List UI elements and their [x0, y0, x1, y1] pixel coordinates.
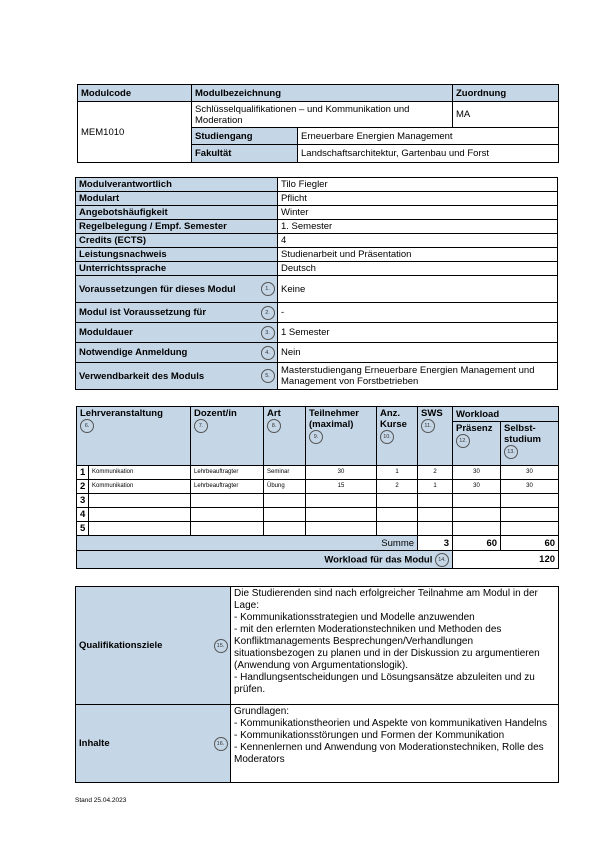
sum-label: Summe	[77, 536, 418, 551]
cell-self: 30	[501, 466, 559, 480]
cell-self: 30	[501, 480, 559, 494]
footer-date: Stand 25.04.2023	[75, 797, 127, 804]
header-label: Anz. Kurse	[380, 408, 407, 430]
info-value: Nein	[278, 343, 558, 363]
header-modulcode: Modulcode	[78, 85, 192, 102]
row-number: 5	[77, 522, 89, 536]
goals-text	[231, 587, 559, 705]
header-selbststudium	[501, 422, 559, 466]
info-value: Winter	[278, 206, 558, 220]
label-studiengang: Studiengang	[192, 128, 298, 145]
sum-self: 60	[501, 536, 559, 551]
cell-count: 2	[377, 480, 418, 494]
cell-lecturer: Lehrbeauftragter	[191, 466, 264, 480]
footnote-marker: 6.	[80, 419, 94, 433]
footnote-marker: 13.	[504, 445, 518, 459]
header-dozent	[191, 407, 264, 466]
footnote-marker: 7.	[194, 419, 208, 433]
header-sws	[418, 407, 453, 466]
workload-total: 120	[453, 551, 559, 569]
info-label: Modul ist Voraussetzung für	[76, 303, 258, 323]
info-value: Pflicht	[278, 192, 558, 206]
header-label: Art	[267, 408, 281, 419]
cell-participants: 15	[306, 480, 377, 494]
header-modulbezeichnung: Modulbezeichnung	[192, 85, 453, 102]
value-fakultaet: Landschaftsarchitektur, Gartenbau und Forst	[298, 145, 559, 163]
module-header-table	[77, 84, 559, 163]
row-number: 1	[77, 466, 89, 480]
info-label: Credits (ECTS)	[76, 234, 278, 248]
footnote-marker: 14.	[435, 553, 449, 567]
cell-type: Seminar	[264, 466, 306, 480]
info-label: Verwendbarkeit des Moduls	[76, 363, 258, 390]
cell-course: Kommunikation	[89, 466, 191, 480]
footnote-marker: 5.	[261, 369, 275, 383]
footnote-marker: 10.	[380, 430, 394, 444]
footnote-marker: 11.	[421, 419, 435, 433]
content-line: - Kommunikationsstörungen und Formen der Kommunikation	[234, 730, 505, 741]
value-studiengang: Erneuerbare Energien Management	[298, 128, 559, 145]
module-code: MEM1010	[78, 102, 192, 163]
info-value: 1. Semester	[278, 220, 558, 234]
goals-line: Die Studierenden sind nach erfolgreicher Teilnahme am Modul in der Lage:	[234, 588, 538, 611]
info-label: Voraussetzungen für dieses Modul	[76, 276, 258, 303]
header-lehrveranstaltung	[77, 407, 191, 466]
row-number: 4	[77, 508, 89, 522]
info-label: Unterrichtssprache	[76, 262, 278, 276]
sum-presence: 60	[453, 536, 501, 551]
info-label: Modulart	[76, 192, 278, 206]
footnote-marker: 8.	[267, 419, 281, 433]
info-value: Keine	[278, 276, 558, 303]
info-value: -	[278, 303, 558, 323]
info-label: Leistungsnachweis	[76, 248, 278, 262]
cell-presence: 30	[453, 466, 501, 480]
goals-line: - Handlungsentscheidungen und Lösungsansätze abzuleiten und zu prüfen.	[234, 672, 535, 695]
module-assignment: MA	[453, 102, 559, 128]
workload-label-cell	[77, 551, 453, 569]
row-number: 2	[77, 480, 89, 494]
module-name: Schlüsselqualifikationen – und Kommunikation und Moderation	[192, 102, 453, 128]
courses-table	[76, 406, 559, 569]
footnote-marker: 2.	[261, 306, 275, 320]
cell-lecturer: Lehrbeauftragter	[191, 480, 264, 494]
content-text	[231, 705, 559, 783]
cell-count: 1	[377, 466, 418, 480]
content-label: Inhalte	[76, 705, 211, 783]
cell-course: Kommunikation	[89, 480, 191, 494]
header-label: SWS	[421, 408, 443, 419]
info-value: Masterstudiengang Erneuerbare Energien Management und Management von Forstbetrieben	[278, 363, 558, 390]
info-label: Angebotshäufigkeit	[76, 206, 278, 220]
header-label: Präsenz	[456, 423, 493, 434]
content-line: - Kennenlernen und Anwendung von Moderationstechniken, Rolle des Moderators	[234, 742, 544, 765]
footnote-marker: 15.	[214, 639, 228, 653]
goals-label: Qualifikationsziele	[76, 587, 211, 705]
footnote-marker: 3.	[261, 326, 275, 340]
cell-type: Übung	[264, 480, 306, 494]
footnote-marker: 16.	[214, 737, 228, 751]
footnote-marker: 1.	[261, 282, 275, 296]
info-label: Moduldauer	[76, 323, 258, 343]
header-label: Lehrveranstaltung	[80, 408, 163, 419]
label-fakultaet: Fakultät	[192, 145, 298, 163]
goals-table	[75, 586, 559, 783]
cell-sws: 1	[418, 480, 453, 494]
info-value: 1 Semester	[278, 323, 558, 343]
header-art	[264, 407, 306, 466]
header-teilnehmer	[306, 407, 377, 466]
header-label: Teilnehmer (maximal)	[309, 408, 359, 430]
info-value: Studienarbeit und Präsentation	[278, 248, 558, 262]
info-value: Deutsch	[278, 262, 558, 276]
sum-sws: 3	[418, 536, 453, 551]
header-label: Selbst-studium	[504, 423, 541, 445]
info-value: Tilo Fiegler	[278, 178, 558, 192]
row-number: 3	[77, 494, 89, 508]
workload-label: Workload für das Modul	[324, 554, 433, 566]
info-label: Regelbelegung / Empf. Semester	[76, 220, 278, 234]
header-label: Dozent/in	[194, 408, 237, 419]
header-zuordnung: Zuordnung	[453, 85, 559, 102]
cell-presence: 30	[453, 480, 501, 494]
content-line: - Kommunikationstheorien und Aspekte von kommunikativen Handelns	[234, 718, 547, 729]
goals-line: - mit den erlernten Moderationstechniken und Methoden des Konfliktmanagements Besprechungen/Verhandlungen situationsbezogen zu planen und in der Diskussion zu argumentieren (Anwendung von Argumentationslogik).	[234, 624, 540, 671]
header-praesenz	[453, 422, 501, 466]
info-label: Modulverantwortlich	[76, 178, 278, 192]
header-kurse	[377, 407, 418, 466]
footnote-marker: 12.	[456, 434, 470, 448]
info-label: Notwendige Anmeldung	[76, 343, 258, 363]
info-value: 4	[278, 234, 558, 248]
cell-participants: 30	[306, 466, 377, 480]
header-workload: Workload	[453, 407, 559, 422]
footnote-marker: 4.	[261, 346, 275, 360]
goals-line: - Kommunikationsstrategien und Modelle anzuwenden	[234, 612, 475, 623]
content-line: Grundlagen:	[234, 706, 290, 717]
cell-sws: 2	[418, 466, 453, 480]
module-info-table	[75, 177, 558, 390]
footnote-marker: 9.	[309, 430, 323, 444]
